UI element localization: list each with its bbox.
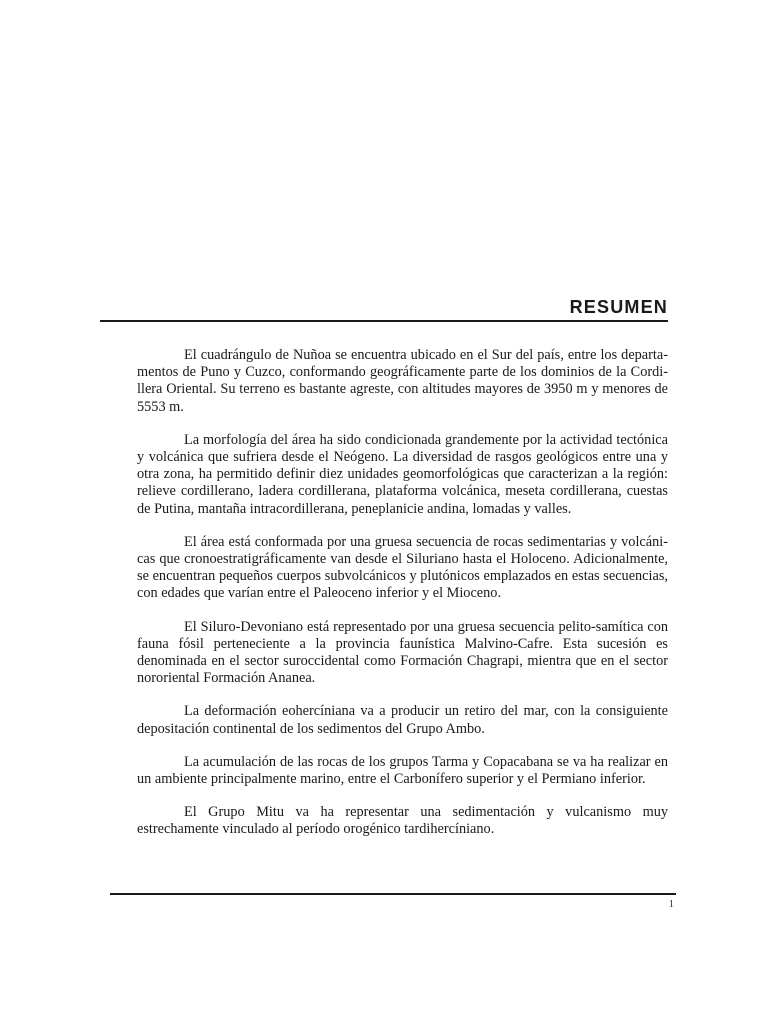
- paragraph-mitu: El Grupo Mitu va ha representar una sedimentación y vulcanismo muy estrechamente vinculado al período orogénico tardihercíniano.: [137, 804, 668, 838]
- paragraph-tarma-copacabana: La acumulación de las rocas de los grupos Tarma y Copacabana se va ha realizar en un ambiente principalmente marino, entre el Carbonífero superior y el Permiano inferior.: [137, 753, 668, 788]
- paragraph-siluro-devonian: El Siluro-Devoniano está representado por una gruesa secuencia pelito-samítica con fauna fósil perteneciente a la provincia faunística Malvino-Cafre. Esta sucesión es denominada en el sector suroccidental como Formación Chagrapi, mientra que en el sector nororiental Formación Ananea.: [137, 618, 668, 687]
- paragraph-morphology: La morfología del área ha sido condicionada grandemente por la actividad tectónica y volcánica que sufriera desde el Neógeno. La diversidad de rasgos geológicos entre una y otra zona, ha permitido definir diez unidades geomorfológicas que caracterizan a la región: relieve cordillerano, ladera cordillerana, plataforma volcánica, meseta cordillerana, cuestas de Putina, mantaña intracordillerana, peneplanicie andina, lomadas y valles.: [137, 431, 668, 517]
- paragraph-stratigraphy: El área está conformada por una gruesa secuencia de rocas sedimentarias y volcánicas que cronoestratigráficamente van desde el Siluriano hasta el Holoceno. Adicionalmente, se encuentran pequeños cuerpos subvolcánicos y plutónicos emplazados en estas secuencias, con edades que varían entre el Paleoceno inferior y el Mioceno.: [137, 533, 668, 602]
- page-number: 1: [668, 898, 674, 910]
- section-heading: RESUMEN: [569, 297, 668, 317]
- paragraph-eohercinian: La deformación eohercíniana va a producir un retiro del mar, con la consiguiente depositación continental de los sedimentos del Grupo Ambo.: [137, 703, 668, 737]
- paragraph-location: El cuadrángulo de Nuñoa se encuentra ubicado en el Sur del país, entre los departamentos de Puno y Cuzco, conformando geográficamente parte de los dominios de la Cordillera Oriental. Su terreno es bastante agreste, con altitudes mayores de 3950 m y menores de 5553 m.: [137, 347, 668, 415]
- footer-rule: [110, 893, 676, 895]
- summary-body: [137, 347, 668, 855]
- heading-rule: [100, 320, 668, 322]
